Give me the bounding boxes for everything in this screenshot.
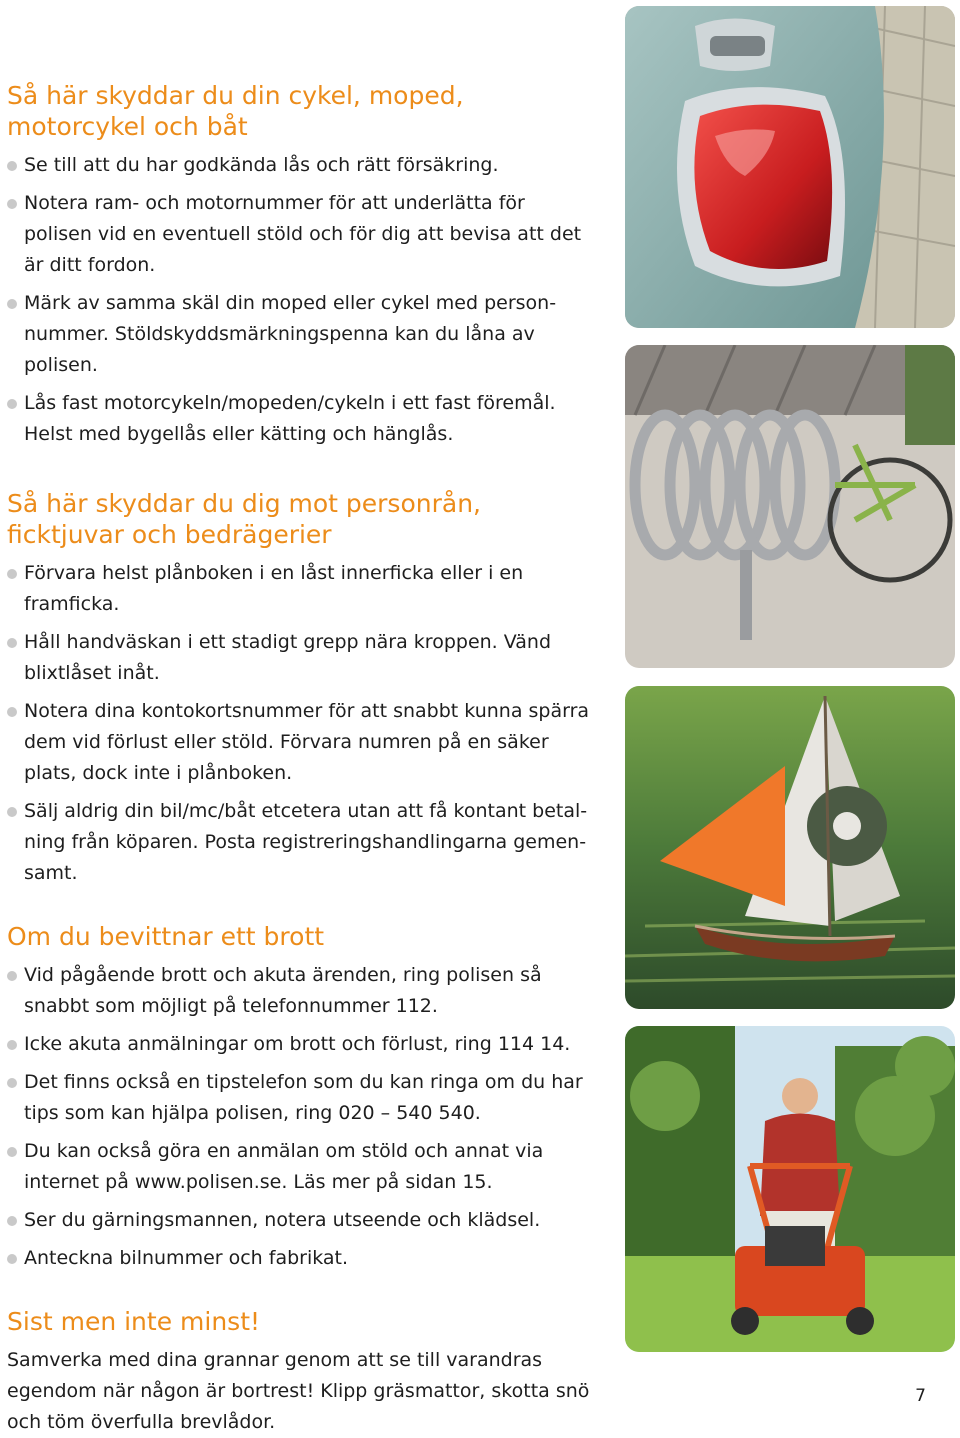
- text-column: [7, 80, 597, 1438]
- sailboat-photo: [625, 686, 955, 1009]
- closing-paragraph: Samverka med dina grannar genom att se till varandras egendom när någon är bortrest! Klipp gräsmattor, skotta snö och töm överfulla brevlådor.: [7, 1349, 590, 1433]
- bullet-icon: [7, 1147, 17, 1157]
- bullet-icon: [7, 1216, 17, 1226]
- section-vehicle-protection: [7, 80, 597, 450]
- bullet-icon: [7, 1040, 17, 1050]
- bullet-icon: [7, 638, 17, 648]
- page-number: 7: [915, 1386, 926, 1406]
- section-witness-crime: [7, 921, 597, 1274]
- section-robbery-protection: [7, 488, 597, 889]
- bullet-icon: [7, 707, 17, 717]
- bullet-icon: [7, 1078, 17, 1088]
- list-item: Notera dina kontokortsnummer för att snabbt kunna spärra dem vid förlust eller stöld. Förvara numren på en säker plats, dock inte i plånboken.: [7, 696, 597, 789]
- bullet-icon: [7, 199, 17, 209]
- section-last-but-not-least: [7, 1306, 597, 1438]
- section-heading: Så här skyddar du din cykel, moped, motorcykel och båt: [7, 81, 464, 141]
- list-item: Se till att du har godkända lås och rätt försäkring.: [7, 150, 597, 181]
- lawn-mower-photo: [625, 1026, 955, 1352]
- bullet-icon: [7, 161, 17, 171]
- bike-rack-photo: [625, 345, 955, 668]
- bullet-icon: [7, 1254, 17, 1264]
- list-item: Vid pågående brott och akuta ärenden, ring polisen så snabbt som möjligt på telefonnummer 112.: [7, 960, 597, 1022]
- bullet-list: [7, 960, 597, 1274]
- list-item: Notera ram- och motornummer för att underlätta för polisen vid en eventuell stöld och för dig att bevisa att det är ditt fordon.: [7, 188, 597, 281]
- bullet-icon: [7, 569, 17, 579]
- list-item: Du kan också göra en anmälan om stöld och annat via internet på www.polisen.se. Läs mer på sidan 15.: [7, 1136, 597, 1198]
- list-item: Förvara helst plånboken i en låst innerficka eller i en framficka.: [7, 558, 597, 620]
- section-heading: Sist men inte minst!: [7, 1307, 261, 1336]
- list-item: Håll handväskan i ett stadigt grepp nära kroppen. Vänd blixtlåset inåt.: [7, 627, 597, 689]
- list-item: Det finns också en tipstelefon som du kan ringa om du har tips som kan hjälpa polisen, ring 020 – 540 540.: [7, 1067, 597, 1129]
- bullet-icon: [7, 807, 17, 817]
- bullet-icon: [7, 299, 17, 309]
- scooter-tail-light-photo: [625, 6, 955, 328]
- section-heading: Om du bevittnar ett brott: [7, 922, 325, 951]
- bullet-icon: [7, 399, 17, 409]
- list-item: Ser du gärningsmannen, notera utseende och klädsel.: [7, 1205, 597, 1236]
- bullet-list: [7, 150, 597, 450]
- list-item: Sälj aldrig din bil/mc/båt etcetera utan att få kontant betal- ning från köparen. Posta registreringshandlingarna gemen- samt.: [7, 796, 597, 889]
- bullet-list: [7, 558, 597, 889]
- list-item: Märk av samma skäl din moped eller cykel med person- nummer. Stöldskyddsmärkningspenna kan du låna av polisen.: [7, 288, 597, 381]
- list-item: Anteckna bilnummer och fabrikat.: [7, 1243, 597, 1274]
- list-item: Lås fast motorcykeln/mopeden/cykeln i ett fast föremål. Helst med bygellås eller kätting och hänglås.: [7, 388, 597, 450]
- bullet-icon: [7, 971, 17, 981]
- section-heading: Så här skyddar du dig mot personrån, ficktjuvar och bedrägerier: [7, 489, 481, 549]
- list-item: Icke akuta anmälningar om brott och förlust, ring 114 14.: [7, 1029, 597, 1060]
